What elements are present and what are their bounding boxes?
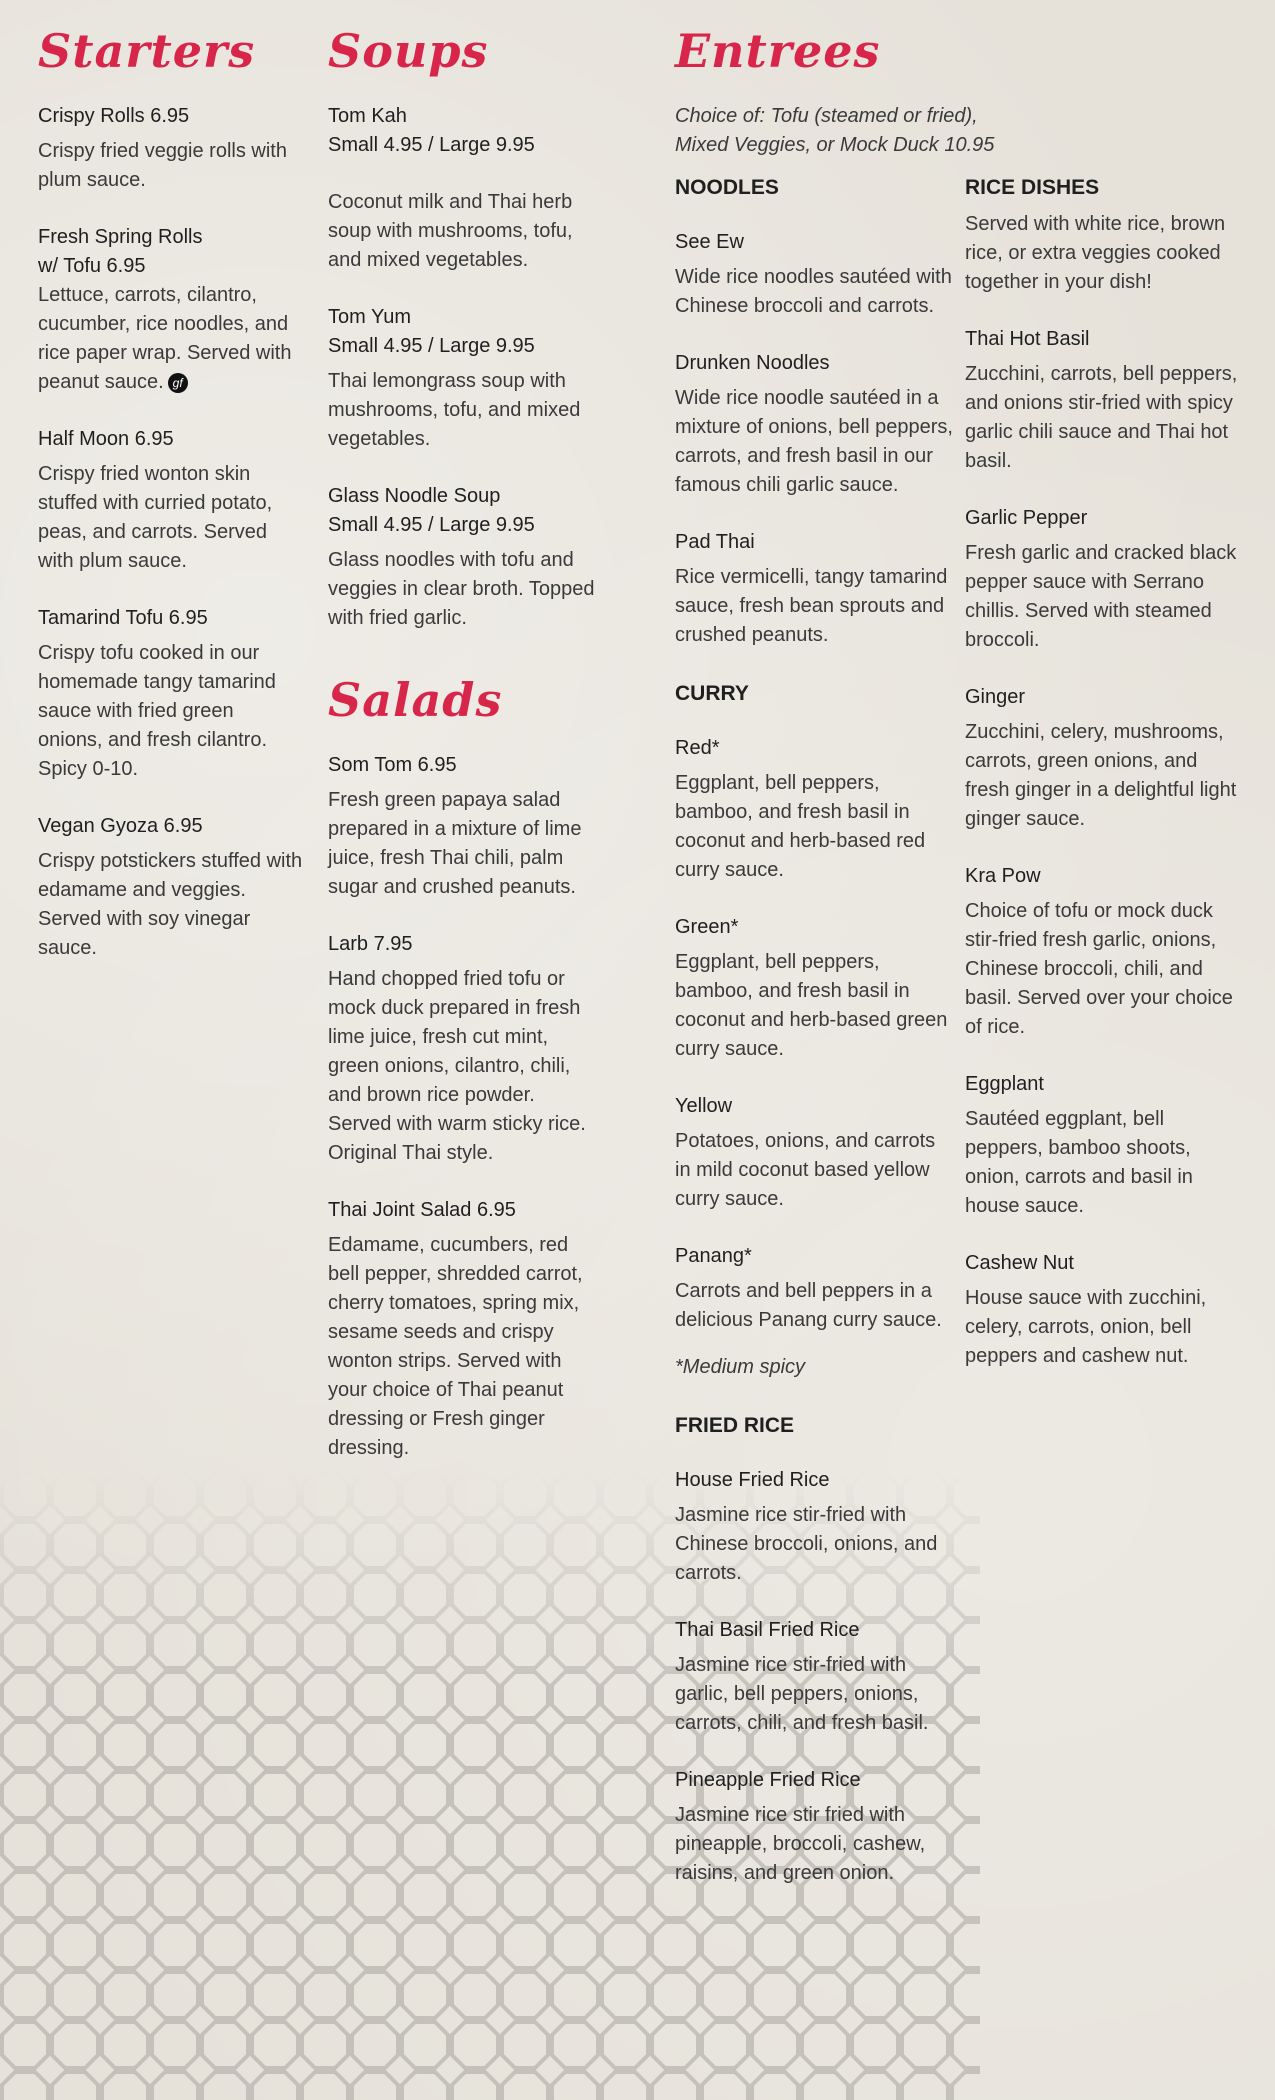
menu-item: [965, 1249, 1247, 1371]
item-name: Pad Thai: [675, 531, 755, 553]
item-desc: Zucchini, carrots, bell peppers, and onions stir-fried with spicy garlic chili sauce and Thai hot basil.: [965, 363, 1238, 472]
item-desc: Sautéed eggplant, bell peppers, bamboo shoots, onion, carrots and basil in house sauce.: [965, 1108, 1193, 1217]
item-name: Glass Noodle Soup Small 4.95 / Large 9.95: [328, 485, 535, 536]
curry-heading: CURRY: [675, 682, 749, 705]
starters-section: [38, 24, 303, 963]
item-desc: Carrots and bell peppers in a delicious Panang curry sauce.: [675, 1280, 942, 1331]
item-desc: Zucchini, celery, mushrooms, carrots, green onions, and fresh ginger in a delightful light ginger sauce.: [965, 721, 1237, 830]
menu-item: [675, 349, 955, 500]
item-name: Kra Pow: [965, 865, 1041, 887]
item-desc: Thai lemongrass soup with mushrooms, tofu, and mixed vegetables.: [328, 370, 581, 450]
menu-item: [965, 1070, 1247, 1221]
item-name: Eggplant: [965, 1073, 1044, 1095]
item-desc: Edamame, cucumbers, red bell pepper, shredded carrot, cherry tomatoes, spring mix, sesame seeds and crispy wonton strips. Served with your choice of Thai peanut dressing or Fresh ginger dressing.: [328, 1234, 583, 1459]
item-desc: Hand chopped fried tofu or mock duck prepared in fresh lime juice, fresh cut mint, green onions, cilantro, chili, and brown rice powder. Served with warm sticky rice. Original Thai style.: [328, 968, 586, 1164]
item-desc: Choice of tofu or mock duck stir-fried fresh garlic, onions, Chinese broccoli, chili, and basil. Served over your choice of rice.: [965, 900, 1233, 1038]
item-name: Crispy Rolls 6.95: [38, 105, 190, 127]
item-desc: Eggplant, bell peppers, bamboo, and fresh basil in coconut and herb-based red curry sauce.: [675, 772, 926, 881]
menu-item: [328, 751, 603, 902]
menu-item: [38, 812, 303, 963]
menu-item: [38, 223, 303, 397]
entrees-right-column: [965, 176, 1247, 1371]
item-name: Half Moon 6.95: [38, 428, 174, 450]
menu-item: [965, 325, 1247, 476]
item-desc: Fresh garlic and cracked black pepper sauce with Serrano chillis. Served with steamed broccoli.: [965, 542, 1237, 651]
item-desc: Rice vermicelli, tangy tamarind sauce, fresh bean sprouts and crushed peanuts.: [675, 566, 948, 646]
item-name: Drunken Noodles: [675, 352, 830, 374]
entrees-section: [675, 24, 1245, 160]
item-name: Larb 7.95: [328, 933, 413, 955]
entrees-title: Entrees: [675, 24, 881, 78]
salads-title: Salads: [328, 673, 503, 727]
item-name: Thai Basil Fried Rice: [675, 1619, 860, 1641]
item-desc: Crispy fried wonton skin stuffed with curried potato, peas, and carrots. Served with plum sauce.: [38, 463, 273, 572]
menu-item: [965, 683, 1247, 834]
item-desc: Jasmine rice stir fried with pineapple, broccoli, cashew, raisins, and green onion.: [675, 1804, 926, 1884]
item-desc: Crispy potstickers stuffed with edamame and veggies. Served with soy vinegar sauce.: [38, 850, 303, 959]
menu-item: [328, 930, 603, 1168]
item-desc: Fresh green papaya salad prepared in a mixture of lime juice, fresh Thai chili, palm sugar and crushed peanuts.: [328, 789, 582, 898]
item-desc: Coconut milk and Thai herb soup with mushrooms, tofu, and mixed vegetables.: [328, 191, 573, 271]
item-desc: Crispy fried veggie rolls with plum sauce.: [38, 140, 287, 191]
item-name: Fresh Spring Rolls w/ Tofu 6.95: [38, 226, 203, 277]
item-desc: Lettuce, carrots, cilantro, cucumber, rice noodles, and rice paper wrap. Served with peanut sauce.: [38, 284, 292, 393]
item-desc: Wide rice noodle sautéed in a mixture of onions, bell peppers, carrots, and fresh basil in our famous chili garlic sauce.: [675, 387, 953, 496]
menu-item: [328, 1196, 603, 1463]
menu-item: [675, 1466, 955, 1588]
item-name: House Fried Rice: [675, 1469, 830, 1491]
item-name: Thai Hot Basil: [965, 328, 1090, 350]
menu-item: [38, 102, 303, 195]
menu-item: [675, 1616, 955, 1738]
item-desc: Jasmine rice stir-fried with Chinese broccoli, onions, and carrots.: [675, 1504, 938, 1584]
starters-title: Starters: [38, 24, 256, 78]
item-desc: Jasmine rice stir-fried with garlic, bell peppers, onions, carrots, chili, and fresh basil.: [675, 1654, 929, 1734]
entrees-left-column: [675, 176, 955, 1888]
item-name: Pineapple Fried Rice: [675, 1769, 861, 1791]
menu-item: [675, 1242, 955, 1335]
item-desc: Glass noodles with tofu and veggies in clear broth. Topped with fried garlic.: [328, 549, 595, 629]
menu-item: [675, 734, 955, 885]
item-name: Thai Joint Salad 6.95: [328, 1199, 516, 1221]
menu-item: [38, 604, 303, 784]
menu-item: [675, 1092, 955, 1214]
item-name: Garlic Pepper: [965, 507, 1088, 529]
menu-item: [328, 303, 603, 454]
menu-item: [38, 425, 303, 576]
menu-item: [675, 1766, 955, 1888]
soups-title: Soups: [328, 24, 489, 78]
menu-item: [965, 862, 1247, 1042]
menu-item: [965, 504, 1247, 655]
rice-dishes-heading: RICE DISHES: [965, 176, 1100, 199]
item-name: Vegan Gyoza 6.95: [38, 815, 203, 837]
item-desc: Potatoes, onions, and carrots in mild coconut based yellow curry sauce.: [675, 1130, 936, 1210]
rice-dishes-intro: Served with white rice, brown rice, or extra veggies cooked together in your dish!: [965, 213, 1226, 293]
item-desc: Eggplant, bell peppers, bamboo, and fresh basil in coconut and herb-based green curry sauce.: [675, 951, 948, 1060]
item-name: Som Tom 6.95: [328, 754, 457, 776]
item-name: Tamarind Tofu 6.95: [38, 607, 208, 629]
item-name: Panang*: [675, 1245, 752, 1267]
menu-item: [328, 482, 603, 633]
soups-salads-column: [328, 24, 603, 1463]
item-desc: Wide rice noodles sautéed with Chinese broccoli and carrots.: [675, 266, 952, 317]
menu-item: [675, 528, 955, 650]
item-name: See Ew: [675, 231, 744, 253]
menu-item: [675, 913, 955, 1064]
noodles-heading: NOODLES: [675, 176, 779, 199]
item-name: Green*: [675, 916, 739, 938]
menu-item: [675, 228, 955, 321]
entrees-choice-note: Choice of: Tofu (steamed or fried), Mixed Veggies, or Mock Duck 10.95: [675, 105, 995, 156]
item-name: Red*: [675, 737, 720, 759]
item-name: Tom Kah Small 4.95 / Large 9.95: [328, 105, 535, 156]
item-desc: Crispy tofu cooked in our homemade tangy tamarind sauce with fried green onions, and fresh cilantro. Spicy 0-10.: [38, 642, 276, 780]
item-name: Tom Yum Small 4.95 / Large 9.95: [328, 306, 535, 357]
fried-rice-heading: FRIED RICE: [675, 1414, 795, 1437]
menu-item: [328, 102, 603, 275]
spicy-note: *Medium spicy: [675, 1356, 806, 1378]
item-name: Yellow: [675, 1095, 733, 1117]
item-name: Ginger: [965, 686, 1026, 708]
item-name: Cashew Nut: [965, 1252, 1074, 1274]
item-desc: House sauce with zucchini, celery, carrots, onion, bell peppers and cashew nut.: [965, 1287, 1207, 1367]
gluten-free-icon: gf: [168, 373, 188, 393]
